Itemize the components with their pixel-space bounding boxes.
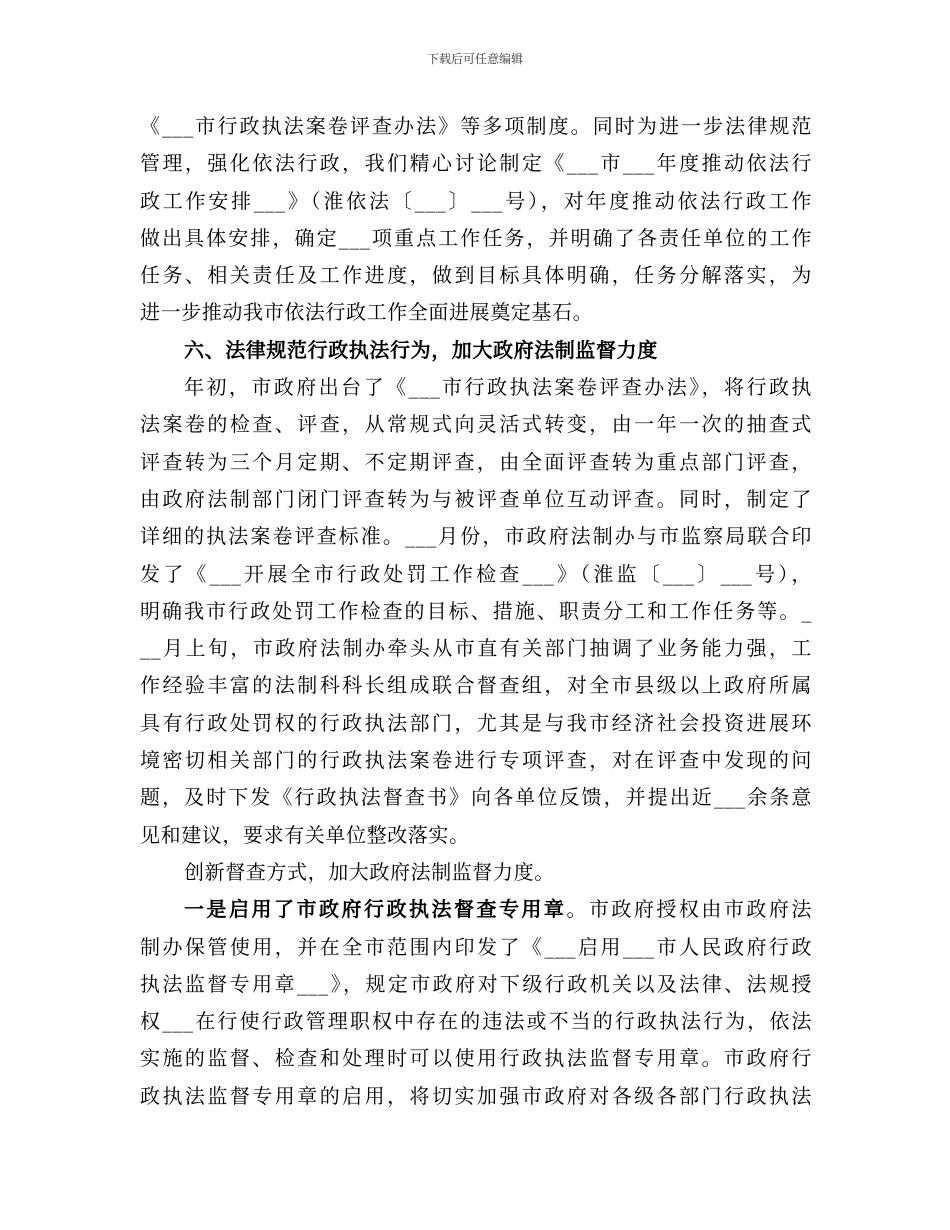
text-line: 执法监督专用章___》，规定市政府对下级行政机关以及法律、法规授 [140,971,812,996]
text-line: 政工作安排___》（淮依法〔___〕___号），对年度推动依法行政工作 [140,188,812,213]
text-line: 进一步推动我市依法行政工作全面进展奠定基石。 [140,300,594,325]
text-line: 明确我市行政处罚工作检查的目标、措施、职责分工和工作任务等。_ [140,598,812,623]
text-line: 评查转为三个月定期、不定期评查，由全面评查转为重点部门评查， [140,449,812,474]
text-line: 实施的监督、检查和处理时可以使用行政执法监督专用章。市政府行 [140,1046,812,1071]
text-line: 作经验丰富的法制科科长组成联合督查组，对全市县级以上政府所属 [140,673,812,698]
text-line: 境密切相关部门的行政执法案卷进行专项评查，对在评查中发现的问 [140,748,812,773]
text-line: 制办保管使用，并在全市范围内印发了《___启用___市人民政府行政 [140,934,812,959]
text-line: 创新督查方式，加大政府法制监督力度。 [184,859,555,884]
text-line: 法案卷的检查、评查，从常规式向灵活式转变，由一年一次的抽查式 [140,412,812,437]
text-line: 做出具体安排，确定___项重点工作任务，并明确了各责任单位的工作 [140,225,812,250]
document-body [140,108,812,1115]
page-header: 下载后可任意编辑 [426,52,523,66]
bold-lead-phrase: 一是启用了市政府行政执法督查专用章 [184,897,567,922]
text-line [140,891,812,928]
text-line: 发了《___开展全市行政处罚工作检查___》（淮监〔___〕___号）， [140,561,812,586]
text-line: 年初，市政府出台了《___市行政执法案卷评查办法》，将行政执 [184,375,812,400]
text-line: 政执法监督专用章的启用，将切实加强市政府对各级各部门行政执法 [140,1083,812,1108]
text-line: 权___在行使行政管理职权中存在的违法或不当的行政执法行为，依法 [140,1009,812,1034]
text-line: 任务、相关责任及工作进度，做到目标具体明确，任务分解落实，为 [140,263,812,288]
text-line: 《___市行政执法案卷评查办法》等多项制度。同时为进一步法律规范 [140,114,812,138]
text-line: 由政府法制部门闭门评查转为与被评查单位互动评查。同时，制定了 [140,486,812,511]
text-run: 。市政府授权由市政府法 [566,897,812,922]
text-line: 题，及时下发《行政执法督查书》向各单位反馈，并提出近___余条意 [140,785,812,810]
text-line: __月上旬，市政府法制办牵头从市直有关部门抽调了业务能力强，工 [140,636,812,661]
text-line: 具有行政处罚权的行政执法部门，尤其是与我市经济社会投资进展环 [140,710,812,735]
text-line: 管理，强化依法行政，我们精心讨论制定《___市___年度推动依法行 [140,151,812,176]
text-line: 详细的执法案卷评查标准。___月份，市政府法制办与市监察局联合印 [140,524,812,549]
text-line: 见和建议，要求有关单位整改落实。 [140,822,470,847]
text-line: 六、法律规范行政执法行为，加大政府法制监督力度 [184,337,658,362]
